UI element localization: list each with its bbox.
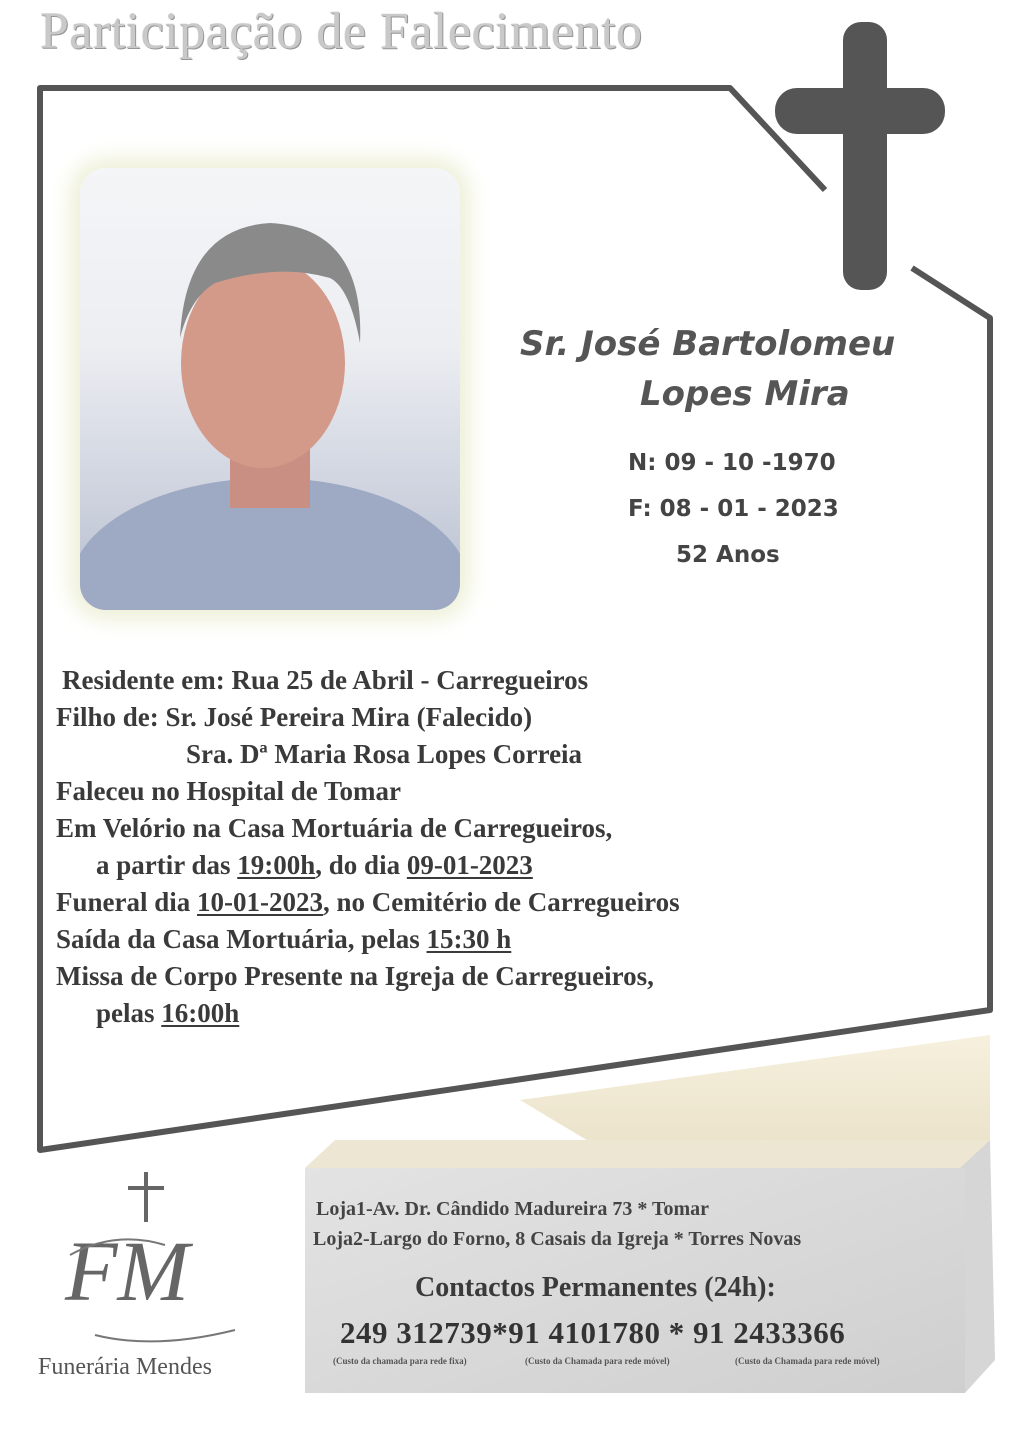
store1: Loja1-Av. Dr. Cândido Madureira 73 * Tomar: [316, 1198, 709, 1220]
residence: Residente em: Rua 25 de Abril - Carregueiros: [62, 665, 589, 695]
age: 52 Anos: [676, 542, 780, 568]
mass-time-prefix: pelas: [96, 998, 162, 1028]
small-cross-icon: [128, 1172, 164, 1222]
page-title: Participação de Falecimento: [40, 3, 643, 60]
mass-info: Missa de Corpo Presente na Igreja de Carregueiros,: [56, 961, 654, 991]
funeraria-mendes-logo: [55, 1225, 245, 1350]
departure-time: 15:30 h: [426, 924, 512, 954]
note-mobile-2: (Custo da Chamada para rede móvel): [735, 1356, 880, 1366]
wake-location: Em Velório na Casa Mortuária de Carregueiros,: [56, 813, 613, 843]
departure-prefix: Saída da Casa Mortuária, pelas: [56, 924, 427, 954]
died-at: Faleceu no Hospital de Tomar: [56, 776, 402, 806]
note-mobile-1: (Custo da Chamada para rede móvel): [525, 1356, 670, 1366]
phone-numbers: 249 312739*91 4101780 * 91 2433366: [340, 1315, 846, 1350]
portrait-photo: [80, 168, 460, 610]
cross-icon: [775, 22, 945, 292]
funeral-date: 10-01-2023: [197, 887, 323, 917]
wake-schedule: [96, 847, 533, 884]
funeral-info: [56, 884, 680, 921]
funeral-suffix: , no Cemitério de Carregueiros: [323, 887, 680, 917]
death-date: F: 08 - 01 - 2023: [628, 496, 839, 522]
wake-time-prefix: a partir das: [96, 850, 238, 880]
parents-mother: Sra. Dª Maria Rosa Lopes Correia: [186, 739, 583, 769]
deceased-name-line1: Sr. José Bartolomeu: [520, 324, 896, 364]
wake-day-prefix: , do dia: [315, 850, 407, 880]
contacts-title: Contactos Permanentes (24h):: [415, 1272, 776, 1303]
wake-date: 09-01-2023: [406, 850, 533, 880]
shop-box-side: [960, 1140, 995, 1393]
mass-schedule: [96, 995, 239, 1032]
funeral-prefix: Funeral dia: [56, 887, 198, 917]
deceased-name-line2: Lopes Mira: [640, 374, 850, 414]
note-fixed: (Custo da chamada para rede fixa): [333, 1356, 467, 1366]
store2: Loja2-Largo do Forno, 8 Casais da Igreja * Torres Novas: [313, 1228, 802, 1250]
birth-date: N: 09 - 10 -1970: [628, 450, 836, 476]
logo-monogram-f: FM: [65, 1225, 190, 1319]
parents-father: Filho de: Sr. José Pereira Mira (Falecido): [56, 702, 533, 732]
mass-time: 16:00h: [161, 998, 240, 1028]
logo-name: Funerária Mendes: [38, 1354, 212, 1380]
shop-box-top: [305, 1140, 990, 1168]
wake-time: 19:00h: [237, 850, 316, 880]
departure-info: [56, 921, 511, 958]
